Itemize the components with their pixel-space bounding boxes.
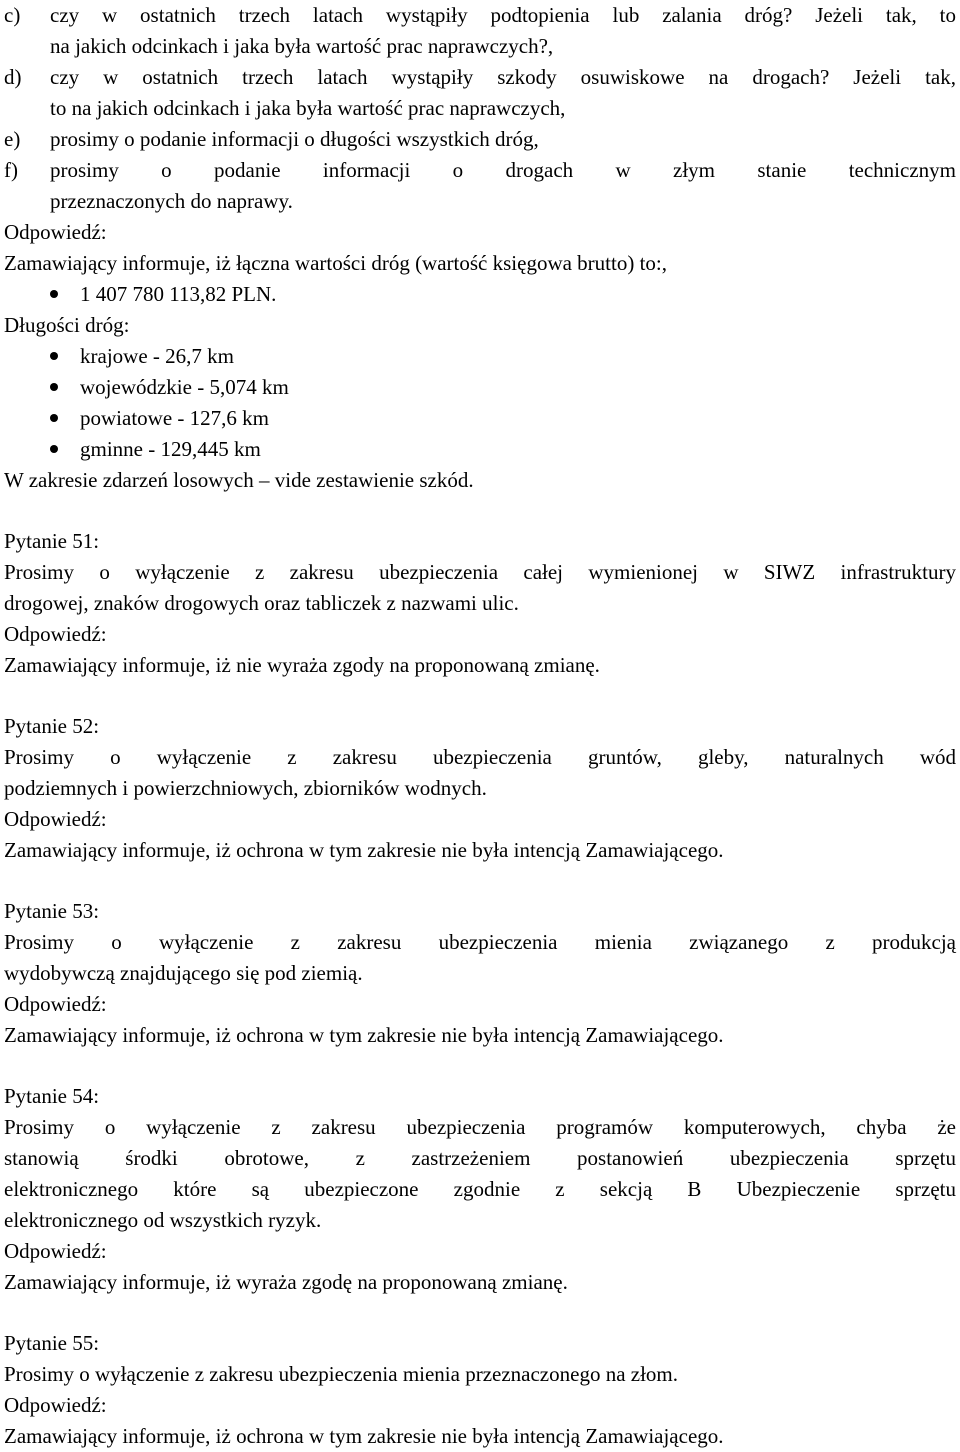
answer-text: Zamawiający informuje, iż ochrona w tym zakresie nie była intencją Zamawiającego. <box>4 1424 724 1448</box>
question-text: stanowią środki obrotowe, z zastrzeżeniem postanowień ubezpieczenia sprzętu <box>4 1146 956 1170</box>
question-text: podziemnych i powierzchniowych, zbiorników wodnych. <box>4 776 487 800</box>
lengths-label: Długości dróg: <box>4 313 130 337</box>
answer-label: Odpowiedź: <box>4 220 107 244</box>
bullet-item <box>4 372 956 403</box>
question-55 <box>4 1328 956 1452</box>
answer-text: Zamawiający informuje, iż ochrona w tym zakresie nie była intencją Zamawiającego. <box>4 838 724 862</box>
bullet-text: 1 407 780 113,82 PLN. <box>80 282 277 306</box>
bullet-item <box>4 341 956 372</box>
answer-text: Zamawiający informuje, iż wyraża zgodę na proponowaną zmianę. <box>4 1270 568 1294</box>
question-53 <box>4 896 956 1051</box>
answer-label: Odpowiedź: <box>4 992 107 1016</box>
question-title: Pytanie 54: <box>4 1084 100 1108</box>
question-text: drogowej, znaków drogowych oraz tabliczek z nazwami ulic. <box>4 591 519 615</box>
answer-label: Odpowiedź: <box>4 807 107 831</box>
answer-text: Zamawiający informuje, iż nie wyraża zgody na proponowaną zmianę. <box>4 653 600 677</box>
list-marker: e) <box>4 127 21 151</box>
bullet-item <box>4 279 956 310</box>
question-title: Pytanie 55: <box>4 1331 100 1355</box>
question-text: elektronicznego które są ubezpieczone zgodnie z sekcją B Ubezpieczenie sprzętu <box>4 1177 956 1201</box>
list-text: przeznaczonych do naprawy. <box>50 189 293 213</box>
bullet-icon <box>50 383 58 391</box>
answer-label: Odpowiedź: <box>4 1393 107 1417</box>
bullet-item <box>4 403 956 434</box>
question-title: Pytanie 53: <box>4 899 100 923</box>
question-text: Prosimy o wyłączenie z zakresu ubezpieczenia gruntów, gleby, naturalnych wód <box>4 745 956 769</box>
bullet-text: gminne - 129,445 km <box>80 437 261 461</box>
question-text: Prosimy o wyłączenie z zakresu ubezpieczenia mienia związanego z produkcją <box>4 930 956 954</box>
list-item-c <box>4 0 956 62</box>
bullet-icon <box>50 290 58 298</box>
bullet-icon <box>50 352 58 360</box>
bullet-text: wojewódzkie - 5,074 km <box>80 375 289 399</box>
closing-text: W zakresie zdarzeń losowych – vide zestawienie szkód. <box>4 468 474 492</box>
bullet-text: krajowe - 26,7 km <box>80 344 234 368</box>
list-text: prosimy o podanie informacji o długości wszystkich dróg, <box>50 127 539 151</box>
bullet-icon <box>50 414 58 422</box>
question-text: wydobywczą znajdującego się pod ziemią. <box>4 961 363 985</box>
list-marker: d) <box>4 65 22 89</box>
list-marker: f) <box>4 158 18 182</box>
question-52 <box>4 711 956 866</box>
list-text: czy w ostatnich trzech latach wystąpiły szkody osuwiskowe na drogach? Jeżeli tak, <box>50 65 956 89</box>
list-marker: c) <box>4 3 21 27</box>
list-text: czy w ostatnich trzech latach wystąpiły podtopienia lub zalania dróg? Jeżeli tak, to <box>50 3 956 27</box>
bullet-item <box>4 434 956 465</box>
question-54 <box>4 1081 956 1298</box>
bullet-icon <box>50 445 58 453</box>
question-text: Prosimy o wyłączenie z zakresu ubezpieczenia całej wymienionej w SIWZ infrastruktury <box>4 560 956 584</box>
answer-text: Zamawiający informuje, iż łączna wartości dróg (wartość księgowa brutto) to:, <box>4 251 668 275</box>
question-51 <box>4 526 956 681</box>
answer-label: Odpowiedź: <box>4 622 107 646</box>
list-text: to na jakich odcinkach i jaka była wartość prac naprawczych, <box>50 96 566 120</box>
question-title: Pytanie 51: <box>4 529 100 553</box>
answer-label: Odpowiedź: <box>4 1239 107 1263</box>
question-title: Pytanie 52: <box>4 714 100 738</box>
question-text: Prosimy o wyłączenie z zakresu ubezpieczenia mienia przeznaczonego na złom. <box>4 1362 679 1386</box>
list-text: prosimy o podanie informacji o drogach w złym stanie technicznym <box>50 158 956 182</box>
list-item-f <box>4 155 956 217</box>
question-text: Prosimy o wyłączenie z zakresu ubezpieczenia programów komputerowych, chyba że <box>4 1115 956 1139</box>
question-text: elektronicznego od wszystkich ryzyk. <box>4 1208 322 1232</box>
list-item-e <box>4 124 956 155</box>
list-item-d <box>4 62 956 124</box>
answer-text: Zamawiający informuje, iż ochrona w tym zakresie nie była intencją Zamawiającego. <box>4 1023 724 1047</box>
bullet-text: powiatowe - 127,6 km <box>80 406 269 430</box>
list-text: na jakich odcinkach i jaka była wartość prac naprawczych?, <box>50 34 554 58</box>
